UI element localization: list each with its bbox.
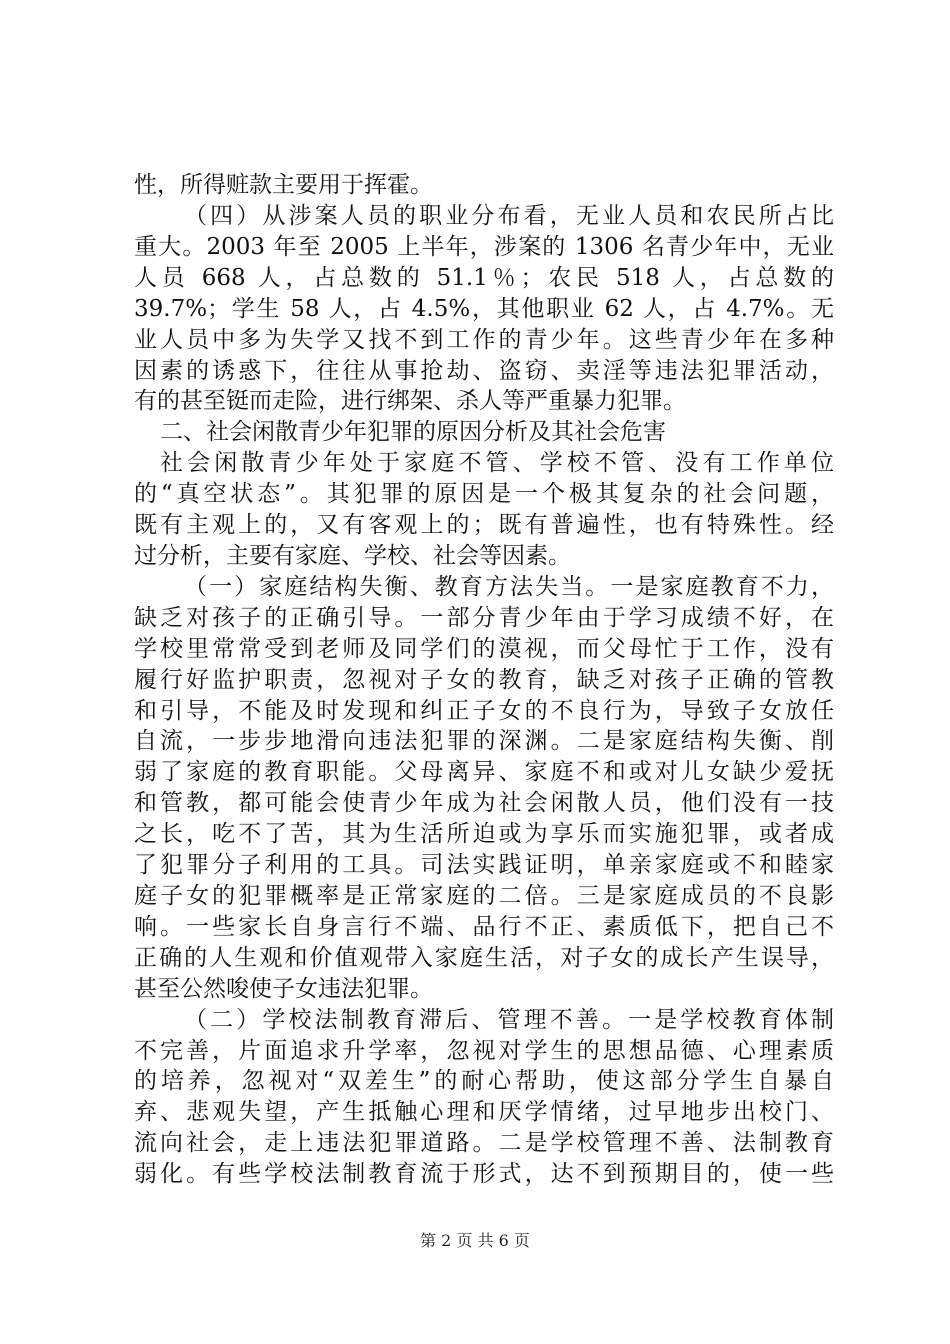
page-number-footer: 第 2 页 共 6 页 (420, 1231, 530, 1250)
text-line: 业人员中多为失学又找不到工作的青少年。这些青少年在多种 (134, 326, 834, 353)
text-line: 弃、悲观失望，产生抵触心理和厌学情绪，过早地步出校门、 (134, 1099, 834, 1126)
text-line: 流向社会，走上违法犯罪道路。二是学校管理不善、法制教育 (134, 1130, 834, 1157)
text-line: 庭子女的犯罪概率是正常家庭的二倍。三是家庭成员的不良影 (134, 882, 834, 909)
text-line: 响。一些家长自身言行不端、品行不正、素质低下，把自己不 (134, 913, 834, 940)
text-line: 社会闲散青少年处于家庭不管、学校不管、没有工作单位 (160, 450, 834, 477)
text-line: （一）家庭结构失衡、教育方法失当。一是家庭教育不力， (184, 573, 834, 600)
text-line: 缺乏对孩子的正确引导。一部分青少年由于学习成绩不好，在 (134, 604, 834, 631)
text-line: 过分析，主要有家庭、学校、社会等因素。 (134, 542, 571, 569)
text-line: 和引导，不能及时发现和纠正子女的不良行为，导致子女放任 (134, 697, 834, 724)
text-line: 自流，一步步地滑向违法犯罪的深渊。二是家庭结构失衡、削 (134, 728, 834, 755)
text-line: 重大。2003 年至 2005 上半年，涉案的 1306 名青少年中，无业 (134, 233, 834, 260)
text-line: 既有主观上的，又有客观上的；既有普遍性，也有特殊性。经 (134, 512, 834, 538)
text-line: （四）从涉案人员的职业分布看，无业人员和农民所占比 (184, 202, 834, 229)
text-line: 性，所得赃款主要用于挥霍。 (134, 172, 433, 198)
text-line: 的培养，忽视对“双差生”的耐心帮助，使这部分学生自暴自 (134, 1068, 834, 1095)
text-line: 人员 668 人，占总数的 51.1％；农民 518 人，占总数的 (134, 264, 834, 291)
text-line: 之长，吃不了苦，其为生活所迫或为享乐而实施犯罪，或者成 (134, 821, 834, 848)
text-line: 学校里常常受到老师及同学们的漠视，而父母忙于工作，没有 (134, 635, 834, 662)
section-heading: 二、社会闲散青少年犯罪的原因分析及其社会危害 (160, 419, 666, 446)
text-line: 和管教，都可能会使青少年成为社会闲散人员，他们没有一技 (134, 790, 834, 817)
text-line: 的“真空状态”。其犯罪的原因是一个极其复杂的社会问题， (134, 481, 834, 508)
text-line: 39.7%；学生 58 人，占 4.5%，其他职业 62 人，占 4.7%。无 (134, 295, 834, 322)
text-line: 履行好监护职责，忽视对子女的教育，缺乏对孩子正确的管教 (134, 666, 834, 693)
text-line: 不完善，片面追求升学率，忽视对学生的思想品德、心理素质 (134, 1037, 834, 1064)
text-line: 甚至公然唆使子女违法犯罪。 (134, 975, 433, 1002)
text-line: 因素的诱惑下，往往从事抢劫、盗窃、卖淫等违法犯罪活动， (134, 357, 834, 384)
text-line: 弱化。有些学校法制教育流于形式，达不到预期目的，使一些 (134, 1161, 834, 1188)
text-line: 弱了家庭的教育职能。父母离异、家庭不和或对儿女缺少爱抚 (134, 759, 834, 786)
text-line: （二）学校法制教育滞后、管理不善。一是学校教育体制 (184, 1006, 834, 1033)
text-line: 有的甚至铤而走险，进行绑架、杀人等严重暴力犯罪。 (134, 388, 686, 415)
text-line: 了犯罪分子利用的工具。司法实践证明，单亲家庭或不和睦家 (134, 852, 834, 878)
text-line: 正确的人生观和价值观带入家庭生活，对子女的成长产生误导， (134, 944, 834, 971)
